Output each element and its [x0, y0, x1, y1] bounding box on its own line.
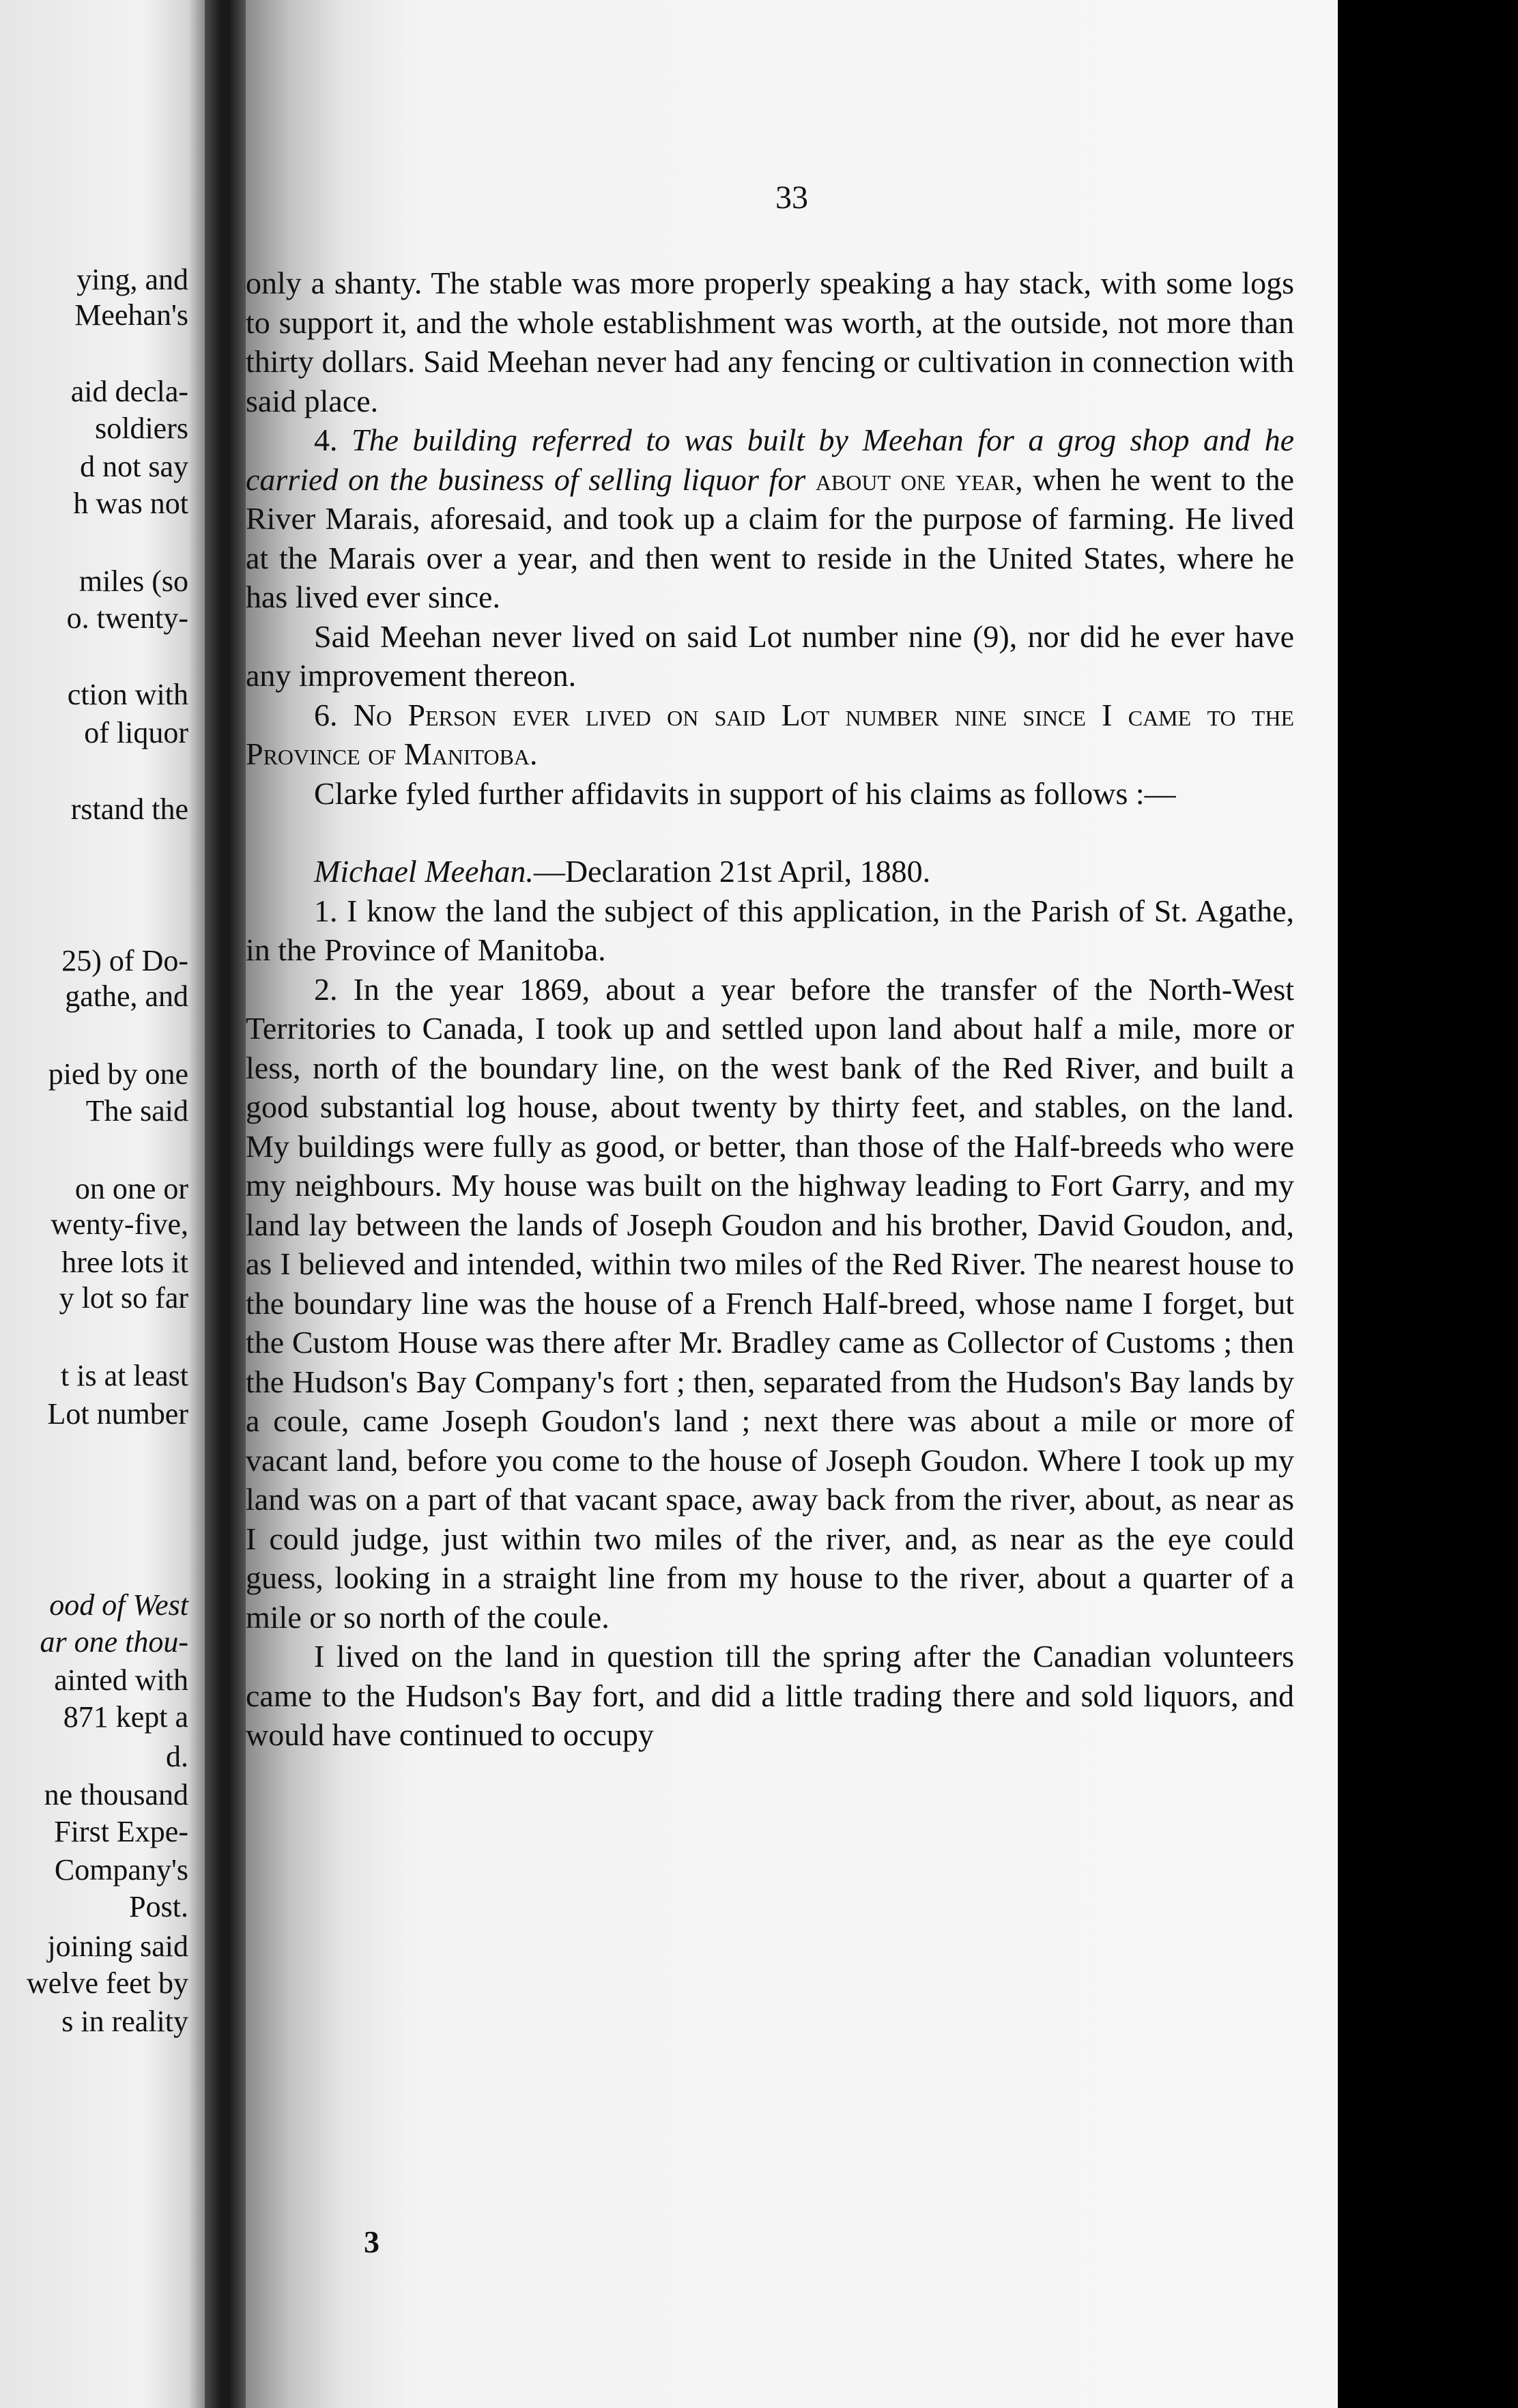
previous-page-line: gathe, and: [65, 979, 188, 1013]
previous-page-line: of liquor: [84, 716, 188, 749]
item-number: 6.: [314, 697, 354, 732]
declaration-date: —Declaration 21st April, 1880.: [533, 854, 931, 889]
previous-page-text-fragments: [0, 0, 205, 2408]
scan-background: [1338, 0, 1518, 2408]
previous-page-line: miles (so: [78, 564, 188, 598]
paragraph-item-2: 2. In the year 1869, about a year before the transfer of the North-West Territories to Canada, I took up and settled upon land about half a mile, more or less, north of the boundary line, on the west bank of the Red River, and built a good substantial log house, about twenty by thirty feet, and stables, on the land. My buildings were fully as good, or better, than those of the Half-breeds who were my neighbours. My house was built on the highway leading to Fort Garry, and my land lay between the lands of Joseph Goudon and his brother, David Goudon, and, as I believed and intended, within two miles of the Red River. The nearest house to the boundary line was the house of a French Half-breed, whose name I forget, but the Custom House was there after Mr. Bradley came as Collector of Customs ; then the Hudson's Bay Company's fort ; then, separated from the Hudson's Bay lands by a coule, came Joseph Goudon's land ; next there was about a mile or more of vacant land, before you come to the house of Joseph Goudon. Where I took up my land was on a part of that vacant space, away back from the river, about, as near as I could judge, just within two miles of the river, and, as near as the eye could guess, looking in a straight line from my house to the river, about a quarter of a mile or so north of the coule.: [246, 971, 1294, 1635]
previous-page-line: Meehan's: [74, 298, 188, 332]
small-caps-statement: No Person ever lived on said Lot number nine since I came to the Province of Manitoba.: [246, 697, 1294, 771]
paragraph-item-4: [246, 420, 1294, 617]
paragraph-affidavits-intro: Clarke fyled further affidavits in support of his claims as follows :—: [314, 775, 1176, 811]
previous-page-line: First Expe-: [54, 1815, 188, 1848]
previous-page-line: d not say: [80, 450, 188, 483]
previous-page-line: t is at least: [61, 1359, 188, 1392]
previous-page-line: Post.: [129, 1890, 188, 1923]
paragraph-item-6: [246, 696, 1294, 774]
previous-page-line: s in reality: [61, 2005, 188, 2038]
previous-page-line: aid decla-: [70, 375, 188, 408]
previous-page-line: on one or: [74, 1172, 188, 1205]
previous-page-line: o. twenty-: [66, 601, 188, 635]
small-caps-phrase: about one year,: [805, 461, 1023, 497]
declarant-name: Michael Meehan.: [314, 854, 534, 889]
declaration-heading: [246, 852, 1294, 891]
paragraph-item-1: 1. I know the land the subject of this application, in the Parish of St. Agathe, in the Province of Manitoba.: [246, 893, 1294, 967]
paragraph-lived-on-land: I lived on the land in question till the spring after the Canadian volunteers came to the Hudson's Bay fort, and did a little trading there and sold liquors, and would have continued to occupy: [246, 1639, 1294, 1752]
previous-page-line: wenty-five,: [51, 1207, 188, 1241]
paragraph-continuation: only a shanty. The stable was more properly speaking a hay stack, with some logs to support it, and the whole establishment was worth, at the outside, not more than thirty dollars. Said Meehan never had any fencing or cultivation in connection with said place.: [246, 266, 1294, 418]
previous-page-line: ood of West: [49, 1588, 188, 1622]
italic-statement: The building referred to was built by Meehan for a grog shop and he carried on the business of selling liquor for: [246, 422, 1294, 497]
previous-page-line: pied by one: [48, 1057, 188, 1091]
previous-page-line: ainted with: [54, 1663, 188, 1697]
previous-page-line: welve feet by: [27, 1966, 188, 2000]
previous-page-line: Lot number: [47, 1397, 188, 1431]
item-number: 4.: [314, 422, 352, 457]
body-text: [246, 263, 1294, 1755]
previous-page-line: ne thousand: [44, 1778, 188, 1811]
previous-page-line: ying, and: [76, 263, 188, 296]
book-gutter: [205, 0, 246, 2408]
paragraph-text: when he went to the River Marais, aforesaid, and took up a claim for the purpose of farming. He lived at the Marais over a year, and then went to reside in the United States, where he has lived ever since.: [246, 461, 1295, 614]
previous-page-line: y lot so far: [59, 1281, 188, 1315]
previous-page-line: ar one thou-: [40, 1625, 188, 1659]
previous-page-line: Company's: [54, 1853, 188, 1887]
page-number: 33: [775, 180, 808, 216]
previous-page-line: 871 kept a: [63, 1700, 188, 1734]
previous-page-line: soldiers: [95, 412, 188, 445]
previous-page-line: ction with: [67, 678, 188, 711]
previous-page-line: joining said: [47, 1930, 188, 1963]
previous-page-line: 25) of Do-: [61, 944, 188, 977]
previous-page-line: d.: [166, 1740, 188, 1773]
previous-page-line: h was not: [73, 487, 188, 520]
previous-page-line: The said: [85, 1094, 188, 1128]
previous-page-line: rstand the: [70, 792, 188, 826]
previous-page-line: hree lots it: [61, 1246, 188, 1279]
signature-mark: 3: [364, 2224, 380, 2259]
paragraph-lot-nine: Said Meehan never lived on said Lot number nine (9), nor did he ever have any improvement thereon.: [246, 618, 1294, 693]
